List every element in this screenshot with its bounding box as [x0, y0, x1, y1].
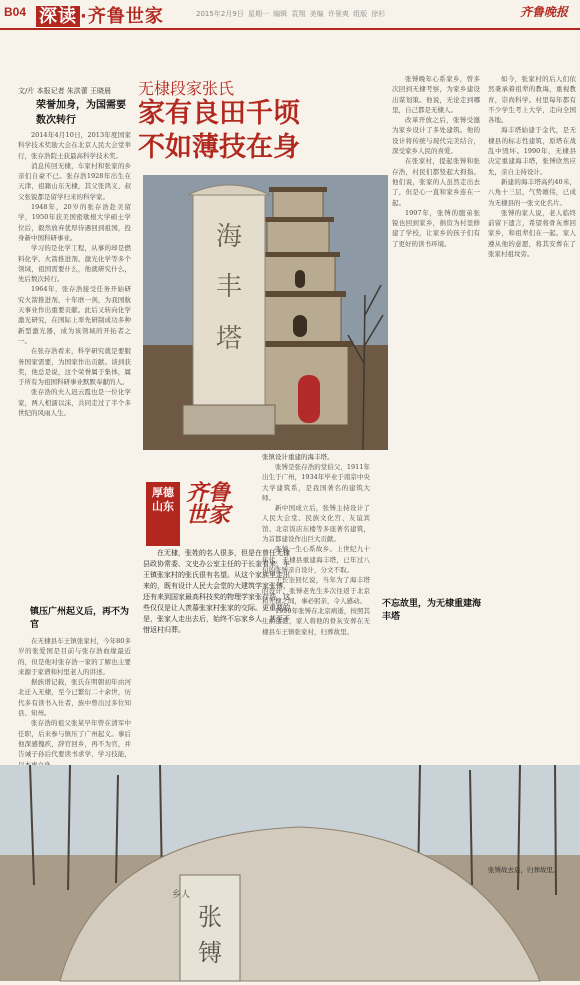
paragraph: 海丰塔始建于金代，是无棣县的标志性建筑，原塔在战乱中毁坏。1990年，无棣县决定重建海丰塔，张镈欣然应允，亲自主持设计。: [488, 126, 576, 176]
paragraph: 张存浩的祖父张某早年曾在清军中任职，后来参与镇压了广州起义。事后他深感愧疚，辞官回乡，再不为官，并告诫子孙后代要读书求学、学习技能，: [18, 719, 131, 759]
pagoda-photo: [143, 175, 388, 450]
paragraph: 1999年张镈在北京病逝，按照其生前遗愿，家人将他的骨灰安葬在无棣县车王镇张家村，归葬故里。: [262, 607, 370, 636]
page-number: B04: [4, 5, 27, 19]
tomb-char-2: 镈: [198, 939, 222, 967]
right-column-body-1: [392, 74, 480, 594]
byline: 文/片 本报记者 朱洪蕾 王晓晨: [18, 87, 112, 95]
paragraph: 1964年，张存浩接受任务开始研究火箭推进剂，十年磨一剑，为我国航天事业作出重要贡献。此后又转向化学激光研究，在国际上率先研制成功多种新型激光器，成为该领域的开拓者之一。: [18, 285, 131, 345]
newspaper-logo: 齐鲁晚报: [520, 5, 569, 19]
paragraph: 张存浩的夫人迟云霞也是一位化学家，两人相濡以沫，共同走过了半个多世纪的风雨人生。: [18, 388, 131, 418]
section-title-b: ·齐鲁世家: [80, 6, 164, 27]
paragraph: 张镈晚年心系家乡，曾多次回到无棣考察，为家乡建设出谋划策。他说，无论走到哪里，自己都是无棣人。: [392, 75, 480, 114]
subhead-uprising: 镇压广州起义后，再不为官: [30, 607, 130, 630]
paragraph: 张镈一生心系故乡。上世纪九十年代，无棣县重建海丰塔，已年过八旬的张镈亲自设计，分文不取。: [262, 545, 370, 574]
lead-paragraph: 在无棣，张姓的名人很多，但是在曾任无棣县政协常委、文史办公室主任的于长奎看来，车王镇张家村的张氏很有名望。从这个家族里走出来的，既有设计人民大会堂的大建筑学家张镈，还有来到国家最高科技奖的物理学家张存浩，这些仅仅是让人羡慕张家村张家的交际。更重要的是，张家人走出去后，始终不忘家乡人，甚至不惜返村归葬。: [143, 549, 290, 634]
headline-kicker: 无棣段家张氏: [138, 79, 235, 98]
photo-caption: 张镇设计重建的海丰塔。: [262, 453, 334, 461]
tomb-caption: 张镈故去后，归葬故里。: [488, 866, 560, 874]
paragraph: 于长奎回忆说，当年为了海丰塔的设计，张镈老先生多次往返于北京和无棣之间，事必躬亲，令人感动。: [262, 576, 370, 605]
series-calligraphy: 齐鲁世家: [186, 480, 231, 528]
paragraph: 改革开放之后，张镈受邀为家乡设计了多处建筑。他的设计将传统与现代完美结合，深受家乡人民的喜爱。: [392, 116, 480, 156]
paragraph: 新中国成立后，张镈主持设计了人民大会堂、民族文化宫、友谊宾馆、北京饭店东楼等多座著名建筑，为首都建设作出巨大贡献。: [262, 504, 370, 544]
paragraph: 如今，张家村的后人们依然秉承着祖辈的教诲，重视教育，崇尚科学。村里每年都有不少学生考上大学，走向全国各地。: [488, 75, 576, 125]
middle-column-body: [262, 462, 370, 762]
stele-text-3: 塔: [215, 324, 243, 354]
tomb-char-small: 乡人: [172, 890, 191, 900]
left-column-body-2: [18, 636, 131, 760]
paragraph: 在张存浩看来，科学研究就是要服务国家需要，为国家作出贡献。谈到获奖，他总是说，这个荣誉属于集体，属于所有为祖国科研事业默默奉献的人。: [18, 347, 131, 387]
paragraph: 1997年，张镈的胞弟张锐也回到家乡，捐资为村里修建了学校，让家乡的孩子们有了更好的读书环境。: [392, 208, 480, 248]
pagoda-illustration: [143, 175, 388, 450]
paragraph: 2014年4月10日，2013年度国家科学技术奖励大会在北京人民大会堂举行，张存浩院士获最高科学技术奖。: [18, 131, 131, 160]
paragraph: 1948年，20岁的张存浩赴美留学，1950年获美国密歇根大学硕士学位后，毅然放弃优厚待遇回到祖国，投身新中国科研事业。: [18, 203, 131, 242]
paragraph: 消息传回无棣，车家村和张家的乡亲们自豪不已。张存浩1928年出生在天津，祖籍山东无棣，其父张鸿义、叔父张锐都是留学归来的科学家。: [18, 161, 131, 201]
headline: [138, 97, 300, 165]
tomb-photo: [0, 765, 580, 981]
subhead-honors: 荣誉加身，为国需要数次转行: [36, 100, 126, 126]
paragraph: 新建的海丰塔高约40米，八角十三层，气势雄伟，已成为无棣县的一张文化名片。: [488, 177, 576, 207]
right-column-body-2: [488, 74, 576, 734]
paragraph: 张镈的家人说，老人临终前留下遗言，希望将骨灰葬回家乡，和祖辈们在一起。家人遵从他的意愿，将其安葬在了张家村祖坟旁。: [488, 208, 576, 259]
subhead-pagoda: 不忘故里，为无棣重建海丰塔: [382, 599, 482, 622]
paragraph: 在张家村，提起张镈和张存浩，村民们都竖起大拇指。他们说，张家的人虽然走出去了，但是心一直和家乡连在一起。: [392, 157, 480, 207]
stele-text-1: 海: [215, 222, 243, 252]
series-seal: [146, 482, 180, 546]
section-title-a: 深读: [36, 6, 80, 27]
stele-text-2: 丰: [215, 272, 243, 302]
headline-line-1: 家有良田千顷: [138, 98, 300, 129]
paragraph: 学习的是化学工程，从事的却是燃料化学、火箭推进剂、激光化学等多个领域，祖国需要什么，他就研究什么，先后数次转行。: [18, 244, 131, 284]
headline-line-2: 不如薄技在身: [138, 132, 300, 163]
issue-meta: 2015年2月9日 星期一 编辑 袁翔 美编 许景爽 组版 徐杉: [196, 10, 386, 18]
left-column-body-1: [18, 130, 131, 596]
section-title: [36, 2, 164, 28]
paragraph: 在无棣县车王镇张家村，今年80多岁的张爱国是目前与张存浩血缘最近的，但是他对张存浩一家的了解也主要来源于家谱和村里老人的讲述。: [18, 637, 131, 676]
paragraph: 张镈是张存浩的堂伯父，1911年出生于广州，1934年毕业于南京中央大学建筑系，是我国著名的建筑大师。: [262, 463, 370, 502]
paragraph: 据族谱记载，张氏在明朝初年由河北迁入无棣，至今已繁衍二十余世，历代多有读书入仕者，族中曾出过多位知县、知州。: [18, 678, 131, 718]
tomb-char-1: 张: [198, 903, 222, 931]
seal-text: 厚德山东: [152, 486, 174, 513]
